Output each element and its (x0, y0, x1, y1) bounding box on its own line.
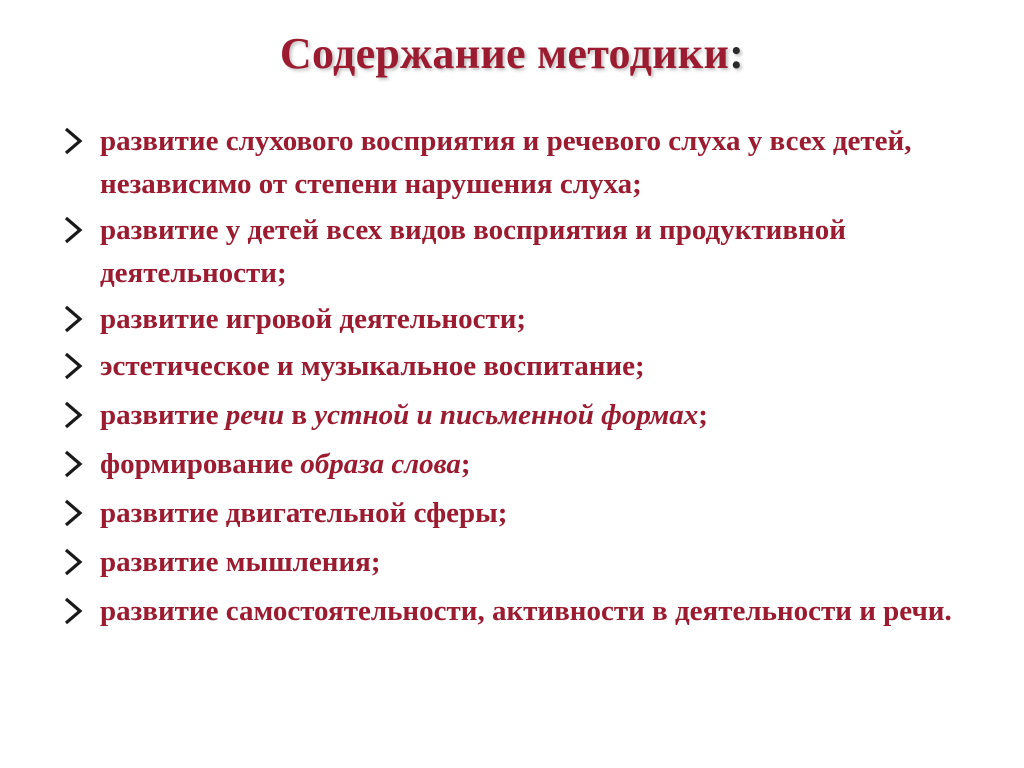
list-item (100, 298, 980, 341)
arrow-bullet-icon (60, 495, 86, 531)
list-item (100, 541, 980, 584)
list-item (100, 394, 980, 437)
list-item (100, 120, 980, 206)
item-text: развитие игровой деятельности; (100, 303, 527, 335)
arrow-bullet-icon (60, 212, 86, 248)
arrow-bullet-icon (60, 446, 86, 482)
arrow-bullet-icon (60, 123, 86, 159)
list-item (100, 443, 980, 486)
arrow-bullet-icon (60, 593, 86, 629)
arrow-bullet-icon (60, 397, 86, 433)
title-text: Содержание методики (279, 29, 730, 78)
item-text: ; (460, 448, 471, 480)
item-text: развитие самостоятельности, активности в деятельности и речи. (100, 595, 952, 627)
emphasized-text: образа слова (300, 448, 461, 480)
item-text: формирование (100, 448, 301, 480)
item-text: развитие у детей всех видов восприятия и продуктивной деятельности; (100, 214, 846, 289)
item-text: развитие (100, 399, 226, 431)
item-text: развитие двигательной сферы; (100, 497, 508, 529)
item-text: развитие мышления; (100, 546, 381, 578)
list-item (100, 345, 980, 388)
slide-title (0, 28, 1024, 79)
arrow-bullet-icon (60, 544, 86, 580)
item-text: ; (698, 399, 708, 431)
arrow-bullet-icon (60, 301, 86, 337)
emphasized-text: устной и письменной формах (314, 399, 699, 431)
title-colon: : (729, 29, 745, 78)
item-text: развитие слухового восприятия и речевого слуха у всех детей, независимо от степени нарушения слуха; (100, 125, 912, 200)
item-text: в (284, 399, 315, 431)
item-text: эстетическое и музыкальное воспитание; (100, 350, 645, 382)
list-item (100, 492, 980, 535)
emphasized-text: речи (225, 399, 285, 431)
arrow-bullet-icon (60, 348, 86, 384)
list-item (100, 209, 980, 295)
list-item (100, 590, 980, 633)
